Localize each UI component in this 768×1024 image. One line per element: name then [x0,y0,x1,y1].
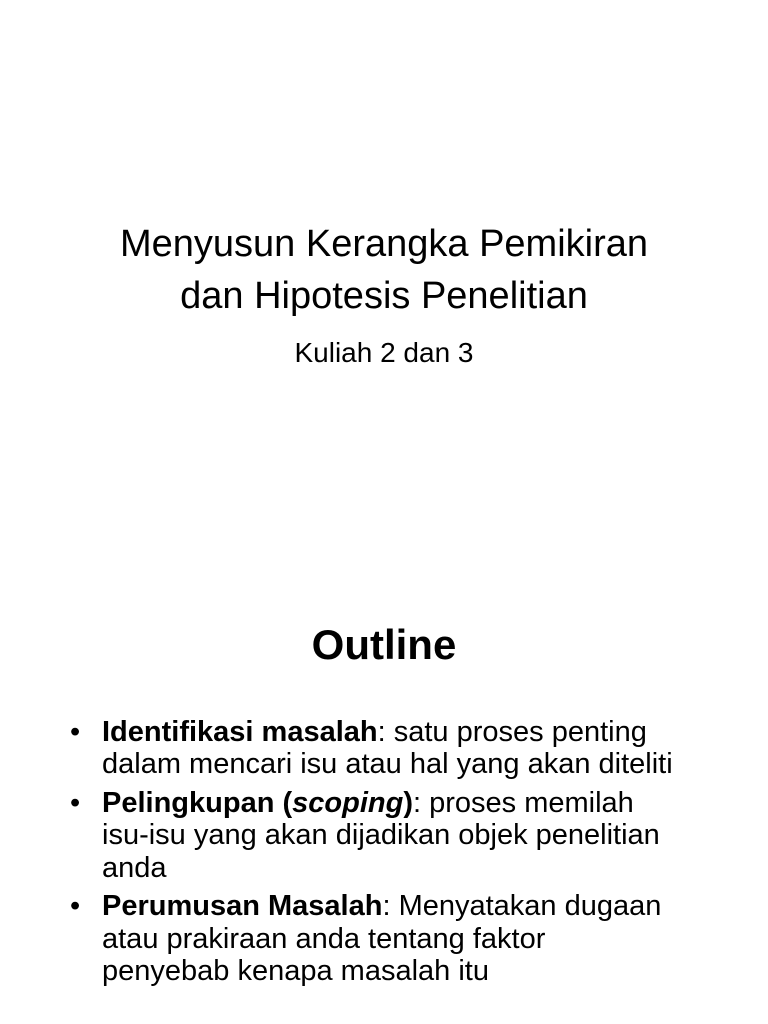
bullet-icon: • [70,716,81,748]
outline-bullet-list [70,716,680,994]
outline-item-text: : proses memilah isu-isu yang akan dijadikan objek penelitian anda [102,786,660,884]
outline-item-term: Pelingkupan ( [102,786,293,819]
outline-item-pelingkupan [70,787,680,884]
outline-heading: Outline [311,621,457,668]
outline-item-term: Identifikasi masalah [102,716,378,748]
outline-item-term-close: ) [403,786,413,819]
outline-slide [0,576,768,1024]
slide-subtitle: Kuliah 2 dan 3 [294,337,474,368]
outline-item-identifikasi [70,716,680,781]
slide-title [0,219,768,322]
bullet-icon: • [70,786,81,819]
outline-item-term-italic: scoping [292,786,404,819]
outline-item-term: Perumusan Masalah [102,890,383,923]
outline-item-text: : satu proses penting dalam mencari isu atau hal yang akan diteliti [102,716,673,781]
slide-title-line-2: dan Hipotesis Penelitian [180,274,588,317]
outline-item-perumusan [70,890,680,987]
outline-item-text: : Menyatakan dugaan atau prakiraan anda tentang faktor penyebab kenapa masalah itu [102,890,662,988]
bullet-icon: • [70,890,81,923]
slide-title-line-1: Menyusun Kerangka Pemikiran [119,223,649,266]
